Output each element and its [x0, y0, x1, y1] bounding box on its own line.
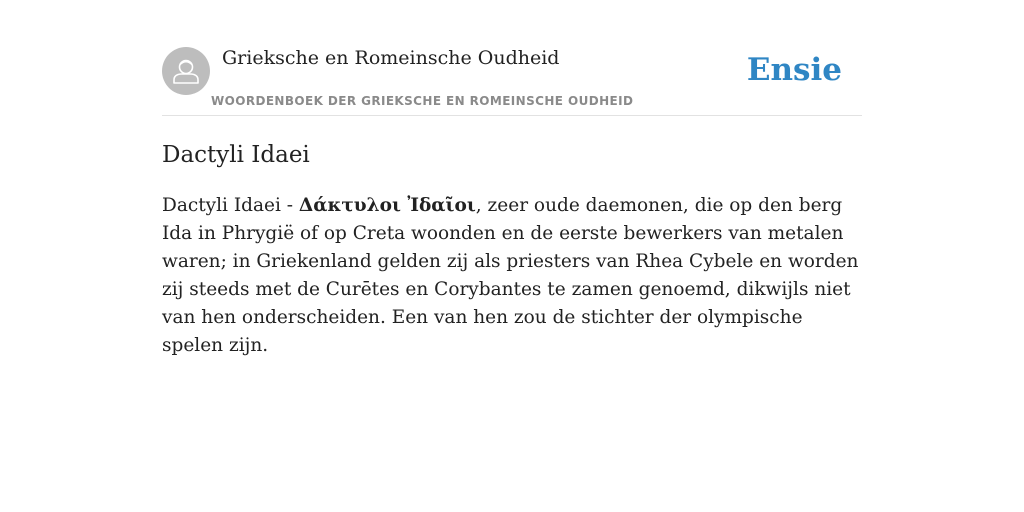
user-placeholder-icon — [162, 47, 210, 95]
entry-greek-term: Δάκτυλοι Ἰδαῖοι — [298, 195, 476, 216]
entry-definition-text-end: tes en Corybantes te zamen genoemd, dikwijls niet van hen onderscheiden. Een van hen zou de stichter der olympische spelen zijn. — [162, 279, 851, 356]
source-subtitle: WOORDENBOEK DER GRIEKSCHE EN ROMEINSCHE OUDHEID — [211, 94, 634, 108]
entry-definition-text: , zeer oude daemonen, die op den berg Ida in Phrygië of op Creta woonden en de eerste bewerkers van metalen waren; in Griekenland gelden zij als priesters van Rhea Cybele en worden zij steeds met de Cur — [162, 195, 859, 300]
entry-separator: - — [280, 195, 299, 216]
entry-definition-macron: ē — [360, 279, 372, 300]
entry-term: Dactyli Idaei — [162, 195, 281, 216]
ensie-logo-link[interactable]: Ensie — [746, 52, 842, 88]
source-avatar[interactable] — [162, 47, 210, 95]
page — [162, 0, 862, 512]
entry-title: Dactyli Idaei — [162, 142, 310, 168]
entry-definition — [162, 192, 862, 360]
source-title[interactable]: Grieksche en Romeinsche Oudheid — [222, 47, 560, 69]
header-divider — [162, 115, 862, 116]
